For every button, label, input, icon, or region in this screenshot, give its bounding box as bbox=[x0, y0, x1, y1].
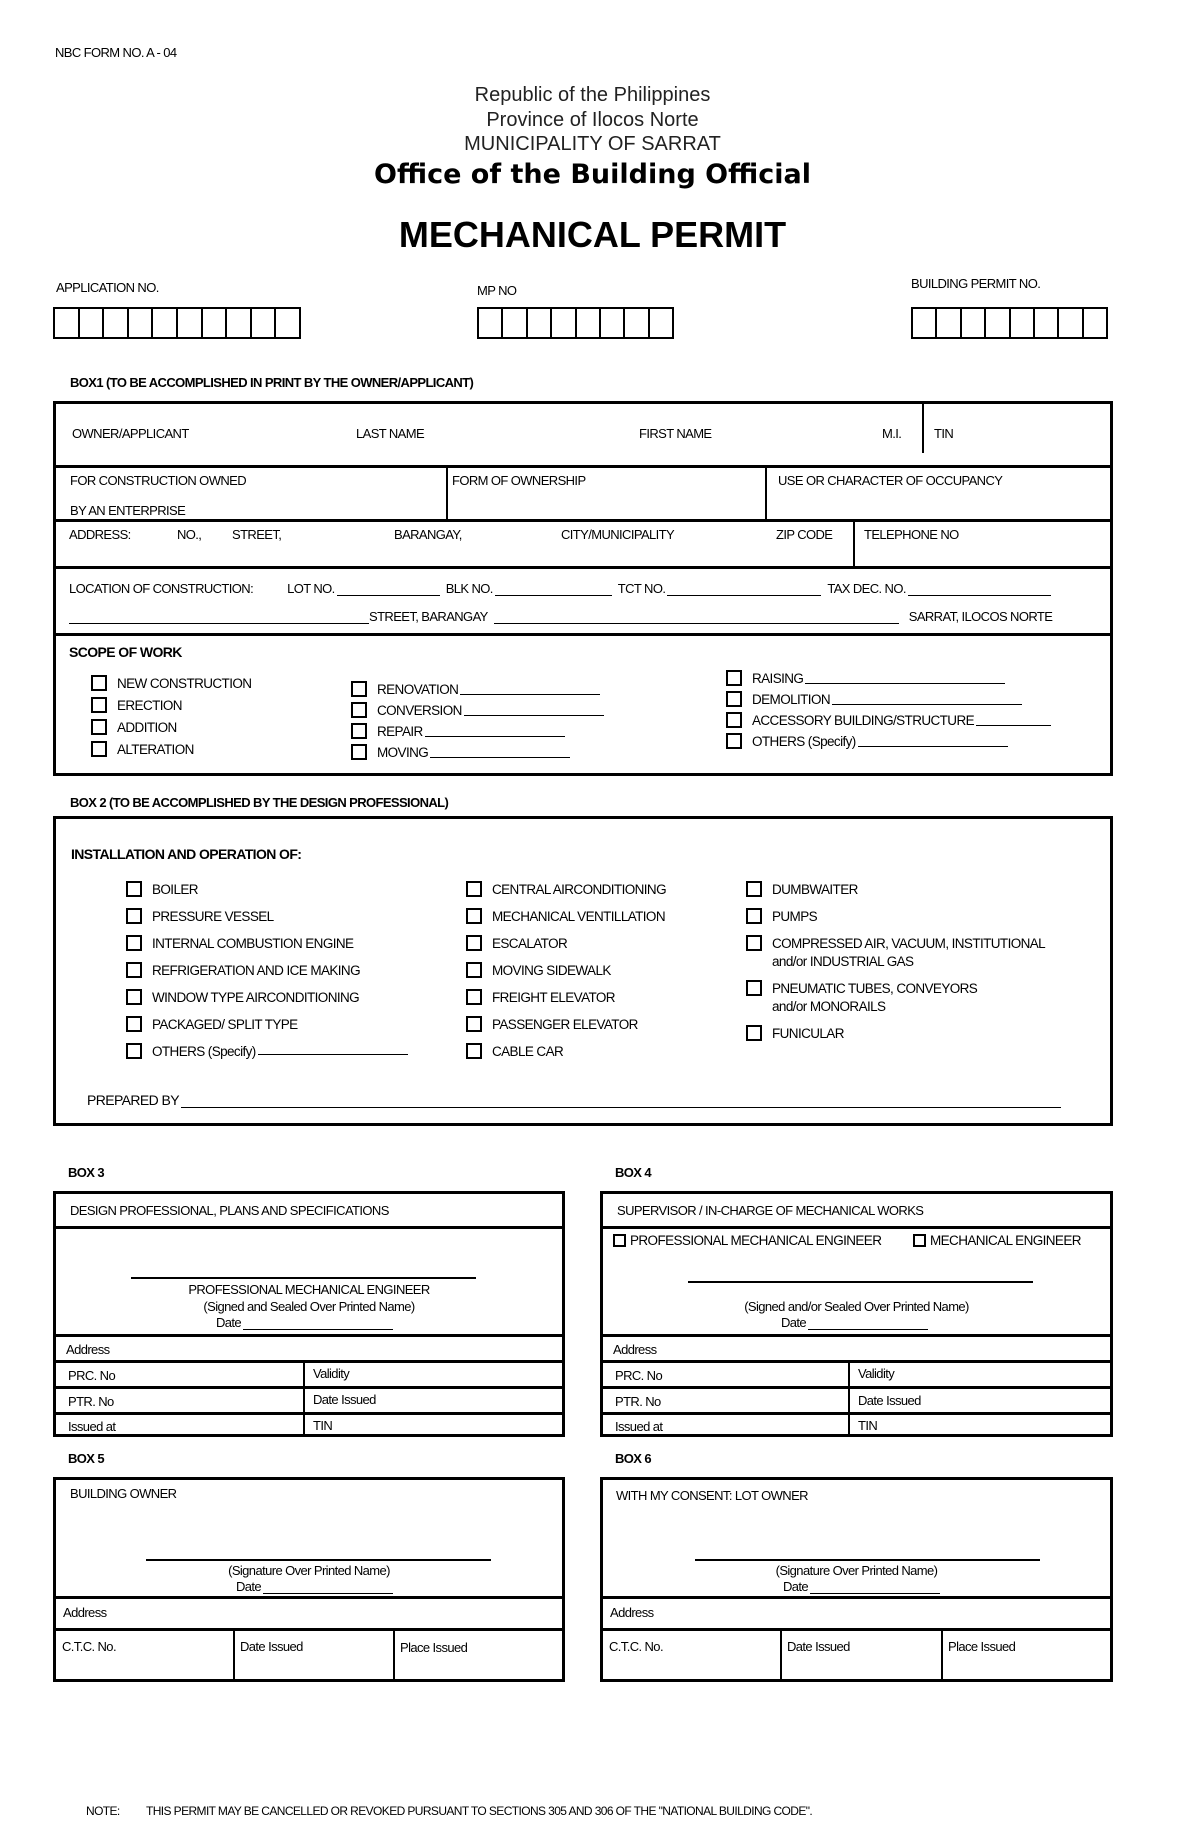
form-of-ownership-label: FORM OF OWNERSHIP bbox=[452, 473, 586, 488]
box5-date-label: Date bbox=[236, 1579, 262, 1594]
specify-line[interactable] bbox=[258, 1043, 408, 1055]
installation-option-label: PUMPS bbox=[772, 909, 818, 924]
installation-option-label: COMPRESSED AIR, VACUUM, INSTITUTIONAL and/or INDUSTRIAL GAS bbox=[772, 936, 1046, 969]
page-title: MECHANICAL PERMIT bbox=[398, 214, 787, 255]
scope-option-repair[interactable] bbox=[351, 723, 604, 739]
box4-validity-label: Validity bbox=[858, 1366, 895, 1381]
checkbox[interactable] bbox=[351, 723, 367, 739]
specify-line[interactable] bbox=[425, 725, 565, 737]
checkbox[interactable] bbox=[126, 962, 142, 978]
installation-option-label: BOILER bbox=[152, 882, 198, 897]
installation-option-label: REFRIGERATION AND ICE MAKING bbox=[152, 963, 360, 978]
box5-signature-area[interactable] bbox=[56, 1480, 562, 1599]
installation-option-label: CABLE CAR bbox=[492, 1044, 564, 1059]
specify-line[interactable] bbox=[460, 683, 600, 695]
specify-line[interactable] bbox=[832, 693, 1022, 705]
box4-ptr-label: PTR. No bbox=[615, 1394, 661, 1409]
installation-option-funicular[interactable] bbox=[746, 1025, 1045, 1043]
box3-signature-area[interactable] bbox=[56, 1229, 562, 1337]
header-province: Province of Ilocos Norte bbox=[486, 109, 699, 131]
box3-issued-at-label: Issued at bbox=[68, 1419, 116, 1434]
checkbox[interactable] bbox=[726, 691, 742, 707]
checkbox[interactable] bbox=[466, 881, 482, 897]
checkbox[interactable] bbox=[91, 697, 107, 713]
scope-option-label: ADDITION bbox=[117, 719, 177, 735]
opt2-label: MECHANICAL ENGINEER bbox=[930, 1233, 1081, 1248]
prepared-by-field[interactable] bbox=[181, 1096, 1061, 1108]
checkbox[interactable] bbox=[91, 741, 107, 757]
box6-label: BOX 6 bbox=[615, 1451, 652, 1466]
installation-option-label: MECHANICAL VENTILLATION bbox=[492, 909, 665, 924]
form-number: NBC FORM NO. A - 04 bbox=[55, 45, 177, 60]
scope-option-conversion[interactable] bbox=[351, 702, 604, 718]
application-no-label: APPLICATION NO. bbox=[56, 280, 159, 295]
address-row[interactable] bbox=[56, 522, 1110, 569]
scope-option-label: CONVERSION bbox=[377, 702, 462, 718]
installation-option-label: FUNICULAR bbox=[772, 1026, 844, 1041]
mi-label: M.I. bbox=[882, 426, 902, 441]
checkbox[interactable] bbox=[466, 935, 482, 951]
box4-signature-area[interactable] bbox=[603, 1229, 1110, 1337]
checkbox[interactable] bbox=[126, 908, 142, 924]
header-republic: Republic of the Philippines bbox=[474, 84, 711, 106]
checkbox[interactable] bbox=[746, 980, 762, 996]
box5-date-issued-label: Date Issued bbox=[240, 1639, 303, 1654]
scope-option-label: ERECTION bbox=[117, 697, 182, 713]
scope-option-label: REPAIR bbox=[377, 723, 423, 739]
scope-option-label: RAISING bbox=[752, 670, 804, 686]
box3-label: BOX 3 bbox=[68, 1165, 105, 1180]
checkbox[interactable] bbox=[746, 908, 762, 924]
tax-dec-label: TAX DEC. NO. bbox=[827, 581, 906, 596]
office-title: Office of the Building Official bbox=[374, 159, 811, 190]
checkbox[interactable] bbox=[746, 935, 762, 951]
mp-no-field[interactable] bbox=[477, 307, 674, 339]
scope-option-new-construction[interactable] bbox=[91, 675, 251, 691]
checkbox[interactable] bbox=[91, 675, 107, 691]
box4-date-issued-label: Date Issued bbox=[858, 1393, 921, 1408]
box4-tin-label: TIN bbox=[858, 1418, 878, 1433]
installation-option-label: MOVING SIDEWALK bbox=[492, 963, 611, 978]
checkbox[interactable] bbox=[746, 1025, 762, 1041]
installation-option-refrigeration-and-ice-making[interactable] bbox=[126, 962, 408, 980]
box3-validity-label: Validity bbox=[313, 1366, 350, 1381]
box4-signed-label: (Signed and/or Sealed Over Printed Name) bbox=[744, 1299, 969, 1314]
scope-option-label: OTHERS (Specify) bbox=[752, 733, 856, 749]
installation-option-cable-car[interactable] bbox=[466, 1043, 666, 1061]
sarrat-label: SARRAT, ILOCOS NORTE bbox=[908, 609, 1053, 624]
prepared-by-label: PREPARED BY bbox=[87, 1092, 179, 1108]
box3-date-issued-label: Date Issued bbox=[313, 1392, 376, 1407]
checkbox[interactable] bbox=[351, 744, 367, 760]
tct-no-label: TCT NO. bbox=[617, 581, 666, 596]
box4-date-label: Date bbox=[781, 1315, 807, 1330]
occupancy-label: USE OR CHARACTER OF OCCUPANCY bbox=[778, 473, 1003, 488]
checkbox[interactable] bbox=[126, 989, 142, 1005]
scope-option-label: DEMOLITION bbox=[752, 691, 831, 707]
location-row[interactable] bbox=[56, 569, 1110, 636]
installation-option-label: ESCALATOR bbox=[492, 936, 568, 951]
specify-line[interactable] bbox=[976, 714, 1051, 726]
checkbox[interactable] bbox=[351, 702, 367, 718]
checkbox[interactable] bbox=[126, 935, 142, 951]
checkbox[interactable] bbox=[466, 989, 482, 1005]
box3-ptr-label: PTR. No bbox=[68, 1394, 114, 1409]
box5 bbox=[53, 1477, 565, 1682]
checkbox[interactable] bbox=[466, 962, 482, 978]
owner-label: OWNER/APPLICANT bbox=[72, 426, 189, 441]
scope-of-work-title: SCOPE OF WORK bbox=[69, 644, 182, 660]
tin-label: TIN bbox=[934, 426, 954, 441]
installation-option-label: DUMBWAITER bbox=[772, 882, 858, 897]
specify-line[interactable] bbox=[858, 735, 1008, 747]
installation-option-label: OTHERS (Specify) bbox=[152, 1044, 256, 1059]
box6-date-issued-label: Date Issued bbox=[787, 1639, 850, 1654]
scope-option-label: ALTERATION bbox=[117, 741, 194, 757]
box6-title: WITH MY CONSENT: LOT OWNER bbox=[616, 1488, 808, 1503]
box3-tin-label: TIN bbox=[313, 1418, 333, 1433]
checkbox[interactable] bbox=[466, 1043, 482, 1059]
opt1-label: PROFESSIONAL MECHANICAL ENGINEER bbox=[630, 1233, 882, 1248]
checkbox[interactable] bbox=[466, 908, 482, 924]
professional-mechanical-engineer-checkbox[interactable] bbox=[613, 1234, 626, 1247]
box1-label: BOX1 (TO BE ACCOMPLISHED IN PRINT BY THE OWNER/APPLICANT) bbox=[70, 375, 474, 390]
construction-owned-label: FOR CONSTRUCTION OWNED bbox=[70, 473, 247, 488]
installation-option-label: PASSENGER ELEVATOR bbox=[492, 1017, 638, 1032]
installation-option-packaged-split-type[interactable] bbox=[126, 1016, 408, 1034]
barangay-label: BARANGAY, bbox=[394, 527, 462, 542]
box3-address-label: Address bbox=[66, 1342, 110, 1357]
box2 bbox=[53, 816, 1113, 1126]
installation-option-mechanical-ventillation[interactable] bbox=[466, 908, 666, 926]
specify-line[interactable] bbox=[464, 704, 604, 716]
street-barangay-label: STREET, BARANGAY bbox=[369, 609, 488, 624]
checkbox[interactable] bbox=[726, 712, 742, 728]
scope-option-accessory-building-structure[interactable] bbox=[726, 712, 1051, 728]
installation-option-central-airconditioning[interactable] bbox=[466, 881, 666, 899]
checkbox[interactable] bbox=[126, 1043, 142, 1059]
installation-option-dumbwaiter[interactable] bbox=[746, 881, 1045, 899]
box4-address-label: Address bbox=[613, 1342, 657, 1357]
box6 bbox=[600, 1477, 1113, 1682]
installation-option-label: CENTRAL AIRCONDITIONING bbox=[492, 882, 666, 897]
box5-title: BUILDING OWNER bbox=[70, 1486, 177, 1501]
box5-label: BOX 5 bbox=[68, 1451, 105, 1466]
scope-option-erection[interactable] bbox=[91, 697, 251, 713]
installation-option-others-specify[interactable] bbox=[126, 1043, 408, 1061]
ownership-row[interactable] bbox=[56, 468, 1110, 522]
enterprise-label: BY AN ENTERPRISE bbox=[70, 503, 186, 518]
note-label: NOTE: bbox=[86, 1804, 120, 1818]
installation-option-label: PACKAGED/ SPLIT TYPE bbox=[152, 1017, 298, 1032]
box6-signature-area[interactable] bbox=[603, 1480, 1110, 1599]
scope-option-label: RENOVATION bbox=[377, 681, 459, 697]
checkbox[interactable] bbox=[351, 681, 367, 697]
owner-row[interactable] bbox=[56, 404, 1110, 468]
installation-option-pneumatic-tubes-conveyors[interactable] bbox=[746, 980, 1045, 1016]
box3-role: PROFESSIONAL MECHANICAL ENGINEER bbox=[188, 1282, 430, 1297]
zip-label: ZIP CODE bbox=[776, 527, 833, 542]
box6-signature-label: (Signature Over Printed Name) bbox=[775, 1563, 938, 1578]
box1 bbox=[53, 401, 1113, 776]
checkbox[interactable] bbox=[466, 1016, 482, 1032]
installation-option-pressure-vessel[interactable] bbox=[126, 908, 408, 926]
scope-option-alteration[interactable] bbox=[91, 741, 251, 757]
building-permit-no-label: BUILDING PERMIT NO. bbox=[911, 276, 1041, 291]
specify-line[interactable] bbox=[430, 746, 570, 758]
box5-signature-label: (Signature Over Printed Name) bbox=[228, 1563, 390, 1578]
installation-option-label: FREIGHT ELEVATOR bbox=[492, 990, 615, 1005]
box2-label: BOX 2 (TO BE ACCOMPLISHED BY THE DESIGN PROFESSIONAL) bbox=[70, 795, 449, 810]
installation-option-boiler[interactable] bbox=[126, 881, 408, 899]
no-label: NO., bbox=[177, 527, 202, 542]
installation-option-window-type-airconditioning[interactable] bbox=[126, 989, 408, 1007]
installation-option-label: INTERNAL COMBUSTION ENGINE bbox=[152, 936, 354, 951]
lot-no-label: LOT NO. bbox=[287, 581, 335, 596]
scope-option-addition[interactable] bbox=[91, 719, 251, 735]
installation-option-label: WINDOW TYPE AIRCONDITIONING bbox=[152, 990, 360, 1005]
scope-option-moving[interactable] bbox=[351, 744, 604, 760]
box3-signed-label: (Signed and Sealed Over Printed Name) bbox=[203, 1299, 415, 1314]
last-name-label: LAST NAME bbox=[356, 426, 425, 441]
installation-option-internal-combustion-engine[interactable] bbox=[126, 935, 408, 953]
box4-issued-at-label: Issued at bbox=[615, 1419, 663, 1434]
installation-option-label: PNEUMATIC TUBES, CONVEYORS and/or MONORAILS bbox=[772, 981, 978, 1014]
checkbox[interactable] bbox=[126, 881, 142, 897]
first-name-label: FIRST NAME bbox=[639, 426, 712, 441]
installation-option-passenger-elevator[interactable] bbox=[466, 1016, 666, 1034]
mechanical-engineer-checkbox[interactable] bbox=[913, 1234, 926, 1247]
city-label: CITY/MUNICIPALITY bbox=[561, 527, 675, 542]
installation-option-label: PRESSURE VESSEL bbox=[152, 909, 274, 924]
box4-label: BOX 4 bbox=[615, 1165, 652, 1180]
box4-title: SUPERVISOR / IN-CHARGE OF MECHANICAL WORKS bbox=[617, 1203, 924, 1218]
mp-no-label: MP NO bbox=[477, 283, 517, 298]
installation-option-freight-elevator[interactable] bbox=[466, 989, 666, 1007]
installation-title: INSTALLATION AND OPERATION OF: bbox=[71, 846, 302, 862]
installation-option-escalator[interactable] bbox=[466, 935, 666, 953]
box4 bbox=[600, 1191, 1113, 1437]
street-label: STREET, bbox=[232, 527, 282, 542]
box5-address-label: Address bbox=[63, 1605, 107, 1620]
location-label: LOCATION OF CONSTRUCTION: bbox=[69, 581, 254, 596]
address-label: ADDRESS: bbox=[69, 527, 131, 542]
box3 bbox=[53, 1191, 565, 1437]
scope-option-renovation[interactable] bbox=[351, 681, 604, 697]
box6-ctc-label: C.T.C. No. bbox=[609, 1639, 663, 1654]
box6-place-issued-label: Place Issued bbox=[948, 1639, 1016, 1654]
installation-option-moving-sidewalk[interactable] bbox=[466, 962, 666, 980]
header-municipality: MUNICIPALITY OF SARRAT bbox=[464, 133, 721, 155]
application-no-field[interactable] bbox=[53, 307, 301, 339]
scope-option-label: MOVING bbox=[377, 744, 429, 760]
installation-option-pumps[interactable] bbox=[746, 908, 1045, 926]
scope-option-raising[interactable] bbox=[726, 670, 1051, 686]
box6-date-label: Date bbox=[783, 1579, 809, 1594]
checkbox[interactable] bbox=[726, 733, 742, 749]
scope-option-demolition[interactable] bbox=[726, 691, 1051, 707]
box5-place-issued-label: Place Issued bbox=[400, 1640, 468, 1655]
box3-title: DESIGN PROFESSIONAL, PLANS AND SPECIFICATIONS bbox=[70, 1203, 389, 1218]
scope-option-label: ACCESSORY BUILDING/STRUCTURE bbox=[752, 712, 974, 728]
box5-ctc-label: C.T.C. No. bbox=[62, 1639, 116, 1654]
scope-option-others-specify[interactable] bbox=[726, 733, 1051, 749]
note-text: THIS PERMIT MAY BE CANCELLED OR REVOKED PURSUANT TO SECTIONS 305 AND 306 OF THE "NATIONAL BUILDING CODE". bbox=[146, 1804, 813, 1818]
box6-address-label: Address bbox=[610, 1605, 654, 1620]
checkbox[interactable] bbox=[126, 1016, 142, 1032]
specify-line[interactable] bbox=[805, 672, 1005, 684]
box3-prc-label: PRC. No bbox=[68, 1368, 116, 1383]
checkbox[interactable] bbox=[746, 881, 762, 897]
building-permit-no-field[interactable] bbox=[911, 307, 1108, 339]
checkbox[interactable] bbox=[726, 670, 742, 686]
installation-option-compressed-air-vacuum-institutional[interactable] bbox=[746, 935, 1045, 971]
blk-no-label: BLK NO. bbox=[445, 581, 493, 596]
telephone-label: TELEPHONE NO bbox=[864, 527, 959, 542]
scope-option-label: NEW CONSTRUCTION bbox=[117, 675, 252, 691]
box3-date-label: Date bbox=[216, 1315, 242, 1330]
checkbox[interactable] bbox=[91, 719, 107, 735]
box4-prc-label: PRC. No bbox=[615, 1368, 663, 1383]
